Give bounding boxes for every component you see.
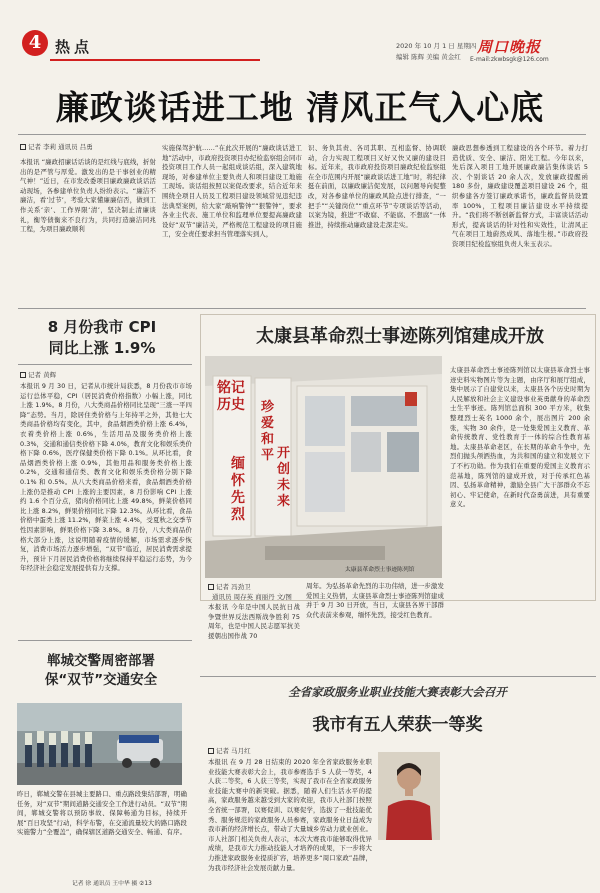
lead-byline [20,142,93,151]
museum-wall-text-4: 开创未来 [277,446,291,509]
award-byline-text: 记者 马月红 [216,747,251,755]
award-photo-illustration [378,752,440,840]
museum-wall-text-2: 缅怀先烈 [231,456,245,523]
header-divider [50,59,260,61]
page-header [0,0,600,70]
traffic-photo-illustration [17,703,182,785]
cpi-headline-line-1: 8 月份我市 CPI [47,318,157,336]
traffic-headline [14,652,188,690]
award-body: 本报讯 在 9 月 28 日结束的 2020 年全省家政服务业职业技能大赛表彰大会上，我市参赛选手 5 人获一等奖，4 人获二等奖，6 人获三等奖，实现了我市在全省家政服务业技能大赛中的新突破。据悉，随着人们生活水平的提高，家政服务越来越受到大家的欢迎，我市人社部门按照全省统一部署，以赛促训、以赛促学，选拔了一批技能优秀、服务规范的家政服务人员参赛，家政服务业日益成为我市新的经济增长点，带动了大量城乡劳动力就业创业。市人社部门相关负责人表示，本次大赛我市能够取得优异成绩，是我市大力推动技能人才培养的成果，下一步将大力推进家政服务业提质扩容，培养更多“周口家政”品牌，为我市经济社会发展贡献力量。 [208,758,372,872]
traffic-byline: 记者 徐 通讯员 王中华 摄 ②13 [72,881,152,887]
cpi-body: 本报讯 9 月 30 日，记者从市统计局获悉，8 月份我市市场运行总体平稳，CPI（居民消费价格指数）小幅上涨，同比上涨 1.9%。8 月份，八大类商品价格同比呈现“三涨一平四降”态势。当月，除居住类价格与上年持平之外，其他七大类商品价格均有变化，其中，食品烟酒类价格上涨 6.4%，衣着类价格上涨 0.6%，生活用品及服务类价格上涨 0.3%，交通和通信类价格下降 4.0%，教育文化和娱乐类价格下降 0.6%，医疗保健类价格下降 0.1%。从环比看，食品烟酒类价格上涨 0.9%，其他用品和服务类价格上涨 0.2%，交通和通信类、教育文化和娱乐类价格分别下降 0.1% 和 0.5%。从八大类商品价格来看，食品烟酒类价格上涨仍是推动 CPI 上涨的主要因素，8 月份影响 CPI 上涨约 1.6 个百分点，猪肉价格同比上涨 49.8%，鲜菜价格同比上涨 8.2%，鲜果价格同比下降 12.3%。从环比看，食品价格中蛋类上涨 11.2%，鲜菜上涨 4.4%，受夏秋之交季节性因素影响，鲜果价格下降 3.8%。8 月份，八大类商品价格大部分上涨，这说明随着疫情的缓解，市场需求逐步恢复，消费市场活力逐步增强，“双节”临近，居民消费需求提升，预计下月居民消费价格将继续保持平稳运行态势，为今年经济社会稳定发展提供有力支撑。 [20,382,192,573]
cpi-byline [20,370,56,379]
museum-byline-1-text: 记者 冯劲卫 [216,583,251,591]
museum-story-continued: 周年。为弘扬革命先烈的丰功伟绩，进一步激发爱国主义热情，太康县革命烈士事迹陈列馆建成并于 9 月 30 日开放，当日，太康县各界干部群众代表前来参观，缅怀先烈，接受红色教育。 [306,582,444,619]
award-headline: 我市有五人荣获一等奖 [312,715,483,735]
cpi-rule [18,364,192,365]
award-winner-photo [378,752,440,840]
cpi-bottom-rule [18,640,192,641]
lead-headline: 廉政谈话进工地 清风正气入心底 [55,88,545,127]
cpi-headline-line-2: 同比上涨 1.9% [48,339,156,357]
section-number-badge: 4 [22,30,48,56]
contact-email: E-mail:zkwbsgk@126.com [470,56,549,63]
newspaper-logo: 周口晚报 [477,38,542,56]
award-kicker: 全省家政服务业职业技能大赛表彰大会召开 [288,685,507,699]
traffic-body: 昨日，郸城交警在县城主要路口、重点路段集结部署，明确任务，对“双节”期间道路交通安全工作进行动员。“双节”期间，郸城交警将以预防事故、保障畅通为目标，持续开展“百日攻坚”行动，科学布警，在交通流量较大的路口路段实施警力“全覆盖”，确保辖区道路交通安全、畅通、有序。 [17,790,187,837]
museum-photo [205,356,442,578]
lead-byline-text: 记者 李莉 通讯员 吕勇 [28,143,93,151]
museum-right-column: 太康县革命烈士事迹陈列馆以太康县革命烈士事迹史料实物图片等为主题，由序厅和展厅组成，集中展示了自建党以来，太康县各个历史时期为人民解放和社会主义建设事业英勇献身的革命烈士生平事迹。陈列馆总面积 300 平方米，收集整理烈士英名 1000 余个，展出图片 200 余张，实物 30 余件，是一处集爱国主义教育、革命传统教育、党性教育于一体的综合性教育基地。太康县革命老区，在长期的革命斗争中，先烈们抛头颅洒热血，为共和国的建立和发展立下了不朽功勋。作为我们在重要的爱国主义教育示范基地，陈列馆的建成开放，对于传承红色基因、弘扬革命精神，激励全县广大干部群众不忘初心、牢记使命，在新时代奋勇前进，具有重要意义。 [450,366,590,509]
award-byline [208,746,251,755]
cpi-byline-text: 记者 黄辉 [28,371,57,379]
award-top-rule [200,676,596,677]
editor-line: 编辑 陈辉 美编 黄金红 [396,53,461,61]
lead-top-rule [18,134,586,135]
traffic-police-photo [17,703,182,785]
museum-byline-1 [208,582,251,591]
cpi-headline [22,317,182,359]
lead-column-3: 识、务负其责、各司其职、互相监督、协调联动，合力实现工程项目又好又快又廉的建设目标。近年来，我市政府投资项目廉政纪检监察组在全市范围内开展“廉政谈话进工地”时，将纪律挺在前面，以廉政廉洁促发展，以问题导向促整改，对各参建单位的廉政风险点进行排查，“一把手”“关键岗位”“重点环节”专项谈话等活动，以案为镜，推进“不敢腐、不能腐、不想腐”一体推进，持续推动廉政建设走深走实。 [308,144,446,229]
museum-headline: 太康县革命烈士事迹陈列馆建成开放 [256,326,544,347]
lead-column-1: 本报讯 “廉政招廉话话谈的是红线与底线，折射出的是严管与厚爱。激发出的是干事创业的精气神！”近日，在市发改委项目廉政廉政谈话活动现场，各参建单位负责人纷纷表示。“廉洁不廉洁，看‘过节’，考验大家懂廉廉信否，做到工作关系‘亲’、工作界限‘清’，坚决制止清廉谈礼，衡等债衡来不良行为，共同打造廉洁同兆工程，为项目廉政顺利 [20,158,156,234]
museum-story-start: 本报讯 今年是中国人民抗日战争暨世界反法西斯战争胜利 75 周年，也是中国人民志愿军抗美援朝出国作战 70 [208,603,300,640]
issue-date: 2020 年 10 月 1 日 星期四 [396,42,477,50]
lead-column-2: 实施保驾护航……”在此次开展的“廉政谈话进工地”活动中，市政府投资项目办纪检监察组会同市投资项目工作人员一起组成谈话组，深入建筑地现场，对参建单位主要负责人和项目建设工地施工现场。谈话组按照以案促改要求，结合近年来围绕全项目人员及工程项目建设领域常见违纪违法典型案例，给大家“敲响警钟”“狠警钟”，要求各业主代表、施工单位和监理单位要提高廉政建设好“双节”廉洁关，严格规范工程建设的项目施工，安全责任要求担当管理落实到人， [162,144,302,239]
section-name: 热点 [55,38,94,56]
museum-photo-caption: 太康县革命烈士事迹陈列馆 [345,567,415,573]
museum-wall-text-1: 铭记历史 [217,380,245,413]
museum-wall-text-3: 珍爱和平 [261,400,275,463]
traffic-headline-line-2: 保“双节”交通安全 [44,672,158,688]
lead-column-4: 廉政思想参透到工程建设的各个环节。着力打造优质、安全、廉洁、阳光工程。今年以来，先后深入项目工地开展廉政廉洁集体谈话 5 次、个别谈话 20 余人次，发放廉政提醒函 180 多份，廉政建设覆盖项目建设 26 个，组织参建各方签订廉政承诺书，廉政监督员设置率 100%，工程项目廉洁建设水平持续提升。“我们将不断创新监督方式，丰富谈话活动形式，提高谈话的针对性和实效性，让清风正气在项目工地蔚然成风、落地生根。”市政府投资项目纪检监察组负责人朱玉表示。 [452,144,588,248]
museum-byline-2: 通讯员 周存英 商丽丹 文/图 [212,593,292,601]
lead-bottom-rule [18,308,586,309]
award-body-continued [446,746,590,886]
traffic-headline-line-1: 郸城交警周密部署 [47,653,155,669]
